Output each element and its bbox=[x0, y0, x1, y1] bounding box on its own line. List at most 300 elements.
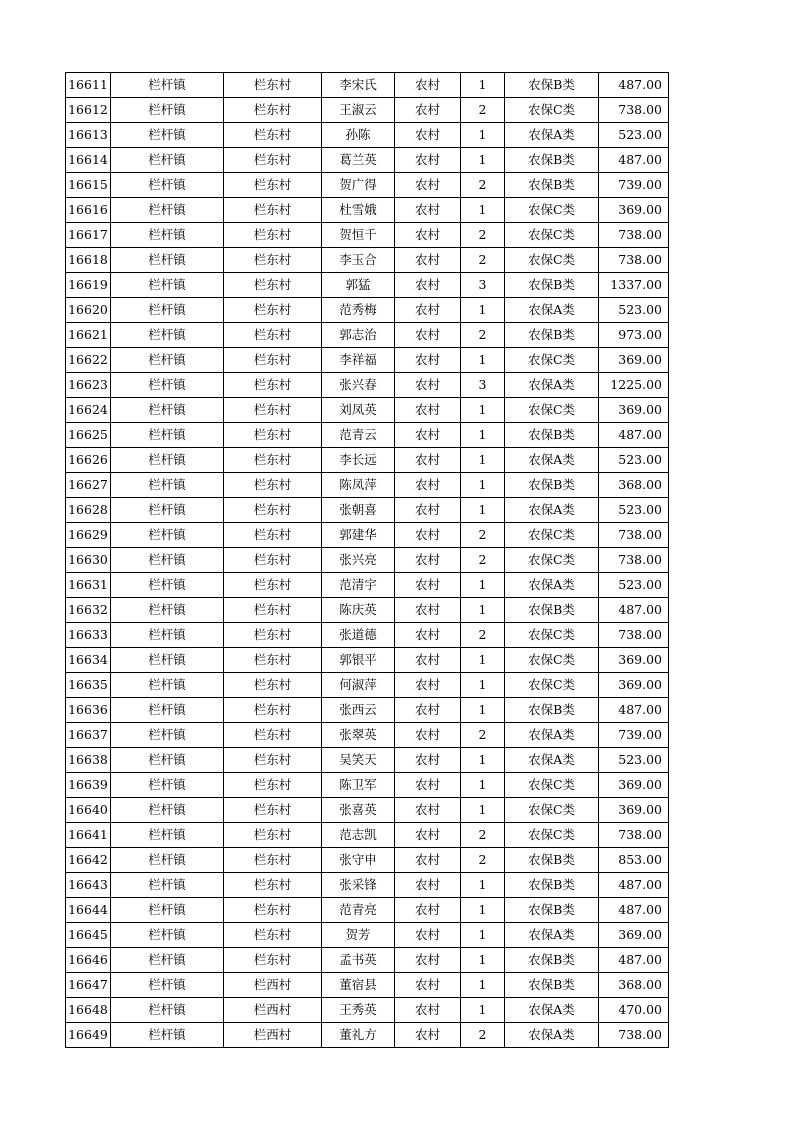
amount-cell: 739.00 bbox=[599, 173, 669, 198]
village-cell: 栏东村 bbox=[224, 698, 322, 723]
row-id: 16618 bbox=[66, 248, 111, 273]
insurance-category-cell: 农保C类 bbox=[505, 673, 599, 698]
insurance-category-cell: 农保C类 bbox=[505, 798, 599, 823]
village-cell: 栏东村 bbox=[224, 73, 322, 98]
table-row bbox=[66, 398, 669, 423]
name-cell: 李祥福 bbox=[322, 348, 395, 373]
table-row bbox=[66, 123, 669, 148]
town-cell: 栏杆镇 bbox=[111, 248, 224, 273]
household-type-cell: 农村 bbox=[395, 573, 461, 598]
row-id: 16638 bbox=[66, 748, 111, 773]
amount-cell: 368.00 bbox=[599, 973, 669, 998]
row-id: 16622 bbox=[66, 348, 111, 373]
member-count-cell: 1 bbox=[461, 598, 505, 623]
town-cell: 栏杆镇 bbox=[111, 948, 224, 973]
benefit-table bbox=[65, 72, 669, 1048]
household-type-cell: 农村 bbox=[395, 623, 461, 648]
town-cell: 栏杆镇 bbox=[111, 148, 224, 173]
household-type-cell: 农村 bbox=[395, 798, 461, 823]
amount-cell: 738.00 bbox=[599, 1023, 669, 1048]
row-id: 16639 bbox=[66, 773, 111, 798]
insurance-category-cell: 农保A类 bbox=[505, 998, 599, 1023]
insurance-category-cell: 农保B类 bbox=[505, 423, 599, 448]
member-count-cell: 3 bbox=[461, 273, 505, 298]
row-id: 16648 bbox=[66, 998, 111, 1023]
amount-cell: 738.00 bbox=[599, 823, 669, 848]
village-cell: 栏东村 bbox=[224, 523, 322, 548]
row-id: 16627 bbox=[66, 473, 111, 498]
member-count-cell: 1 bbox=[461, 748, 505, 773]
row-id: 16614 bbox=[66, 148, 111, 173]
row-id: 16636 bbox=[66, 698, 111, 723]
member-count-cell: 1 bbox=[461, 148, 505, 173]
household-type-cell: 农村 bbox=[395, 523, 461, 548]
member-count-cell: 2 bbox=[461, 548, 505, 573]
household-type-cell: 农村 bbox=[395, 198, 461, 223]
table-row bbox=[66, 823, 669, 848]
table-row bbox=[66, 323, 669, 348]
town-cell: 栏杆镇 bbox=[111, 98, 224, 123]
name-cell: 李长远 bbox=[322, 448, 395, 473]
amount-cell: 487.00 bbox=[599, 698, 669, 723]
town-cell: 栏杆镇 bbox=[111, 723, 224, 748]
member-count-cell: 2 bbox=[461, 323, 505, 348]
insurance-category-cell: 农保A类 bbox=[505, 723, 599, 748]
town-cell: 栏杆镇 bbox=[111, 1023, 224, 1048]
row-id: 16624 bbox=[66, 398, 111, 423]
household-type-cell: 农村 bbox=[395, 648, 461, 673]
amount-cell: 973.00 bbox=[599, 323, 669, 348]
table-row bbox=[66, 298, 669, 323]
insurance-category-cell: 农保B类 bbox=[505, 273, 599, 298]
name-cell: 孟书英 bbox=[322, 948, 395, 973]
row-id: 16628 bbox=[66, 498, 111, 523]
amount-cell: 369.00 bbox=[599, 198, 669, 223]
household-type-cell: 农村 bbox=[395, 748, 461, 773]
name-cell: 张采锋 bbox=[322, 873, 395, 898]
town-cell: 栏杆镇 bbox=[111, 773, 224, 798]
row-id: 16626 bbox=[66, 448, 111, 473]
name-cell: 张翠英 bbox=[322, 723, 395, 748]
town-cell: 栏杆镇 bbox=[111, 448, 224, 473]
amount-cell: 487.00 bbox=[599, 898, 669, 923]
member-count-cell: 1 bbox=[461, 648, 505, 673]
village-cell: 栏东村 bbox=[224, 173, 322, 198]
village-cell: 栏东村 bbox=[224, 548, 322, 573]
table-row bbox=[66, 173, 669, 198]
amount-cell: 523.00 bbox=[599, 573, 669, 598]
row-id: 16619 bbox=[66, 273, 111, 298]
insurance-category-cell: 农保B类 bbox=[505, 873, 599, 898]
table-row bbox=[66, 523, 669, 548]
table-body bbox=[66, 73, 669, 1048]
village-cell: 栏东村 bbox=[224, 723, 322, 748]
name-cell: 范青亮 bbox=[322, 898, 395, 923]
table-row bbox=[66, 648, 669, 673]
town-cell: 栏杆镇 bbox=[111, 523, 224, 548]
row-id: 16629 bbox=[66, 523, 111, 548]
name-cell: 刘凤英 bbox=[322, 398, 395, 423]
name-cell: 葛兰英 bbox=[322, 148, 395, 173]
member-count-cell: 1 bbox=[461, 298, 505, 323]
name-cell: 张朝喜 bbox=[322, 498, 395, 523]
town-cell: 栏杆镇 bbox=[111, 423, 224, 448]
town-cell: 栏杆镇 bbox=[111, 548, 224, 573]
household-type-cell: 农村 bbox=[395, 323, 461, 348]
town-cell: 栏杆镇 bbox=[111, 348, 224, 373]
amount-cell: 523.00 bbox=[599, 748, 669, 773]
row-id: 16623 bbox=[66, 373, 111, 398]
household-type-cell: 农村 bbox=[395, 223, 461, 248]
insurance-category-cell: 农保C类 bbox=[505, 548, 599, 573]
village-cell: 栏东村 bbox=[224, 873, 322, 898]
town-cell: 栏杆镇 bbox=[111, 623, 224, 648]
table-row bbox=[66, 748, 669, 773]
village-cell: 栏东村 bbox=[224, 473, 322, 498]
village-cell: 栏东村 bbox=[224, 748, 322, 773]
town-cell: 栏杆镇 bbox=[111, 798, 224, 823]
row-id: 16644 bbox=[66, 898, 111, 923]
name-cell: 陈庆英 bbox=[322, 598, 395, 623]
household-type-cell: 农村 bbox=[395, 823, 461, 848]
table-row bbox=[66, 598, 669, 623]
town-cell: 栏杆镇 bbox=[111, 673, 224, 698]
row-id: 16641 bbox=[66, 823, 111, 848]
name-cell: 贺芳 bbox=[322, 923, 395, 948]
insurance-category-cell: 农保C类 bbox=[505, 198, 599, 223]
row-id: 16630 bbox=[66, 548, 111, 573]
village-cell: 栏西村 bbox=[224, 973, 322, 998]
member-count-cell: 1 bbox=[461, 423, 505, 448]
name-cell: 李玉合 bbox=[322, 248, 395, 273]
household-type-cell: 农村 bbox=[395, 148, 461, 173]
row-id: 16615 bbox=[66, 173, 111, 198]
row-id: 16637 bbox=[66, 723, 111, 748]
amount-cell: 738.00 bbox=[599, 623, 669, 648]
amount-cell: 369.00 bbox=[599, 648, 669, 673]
table-row bbox=[66, 198, 669, 223]
amount-cell: 368.00 bbox=[599, 473, 669, 498]
member-count-cell: 1 bbox=[461, 973, 505, 998]
name-cell: 范清宇 bbox=[322, 573, 395, 598]
table-row bbox=[66, 423, 669, 448]
table-row bbox=[66, 223, 669, 248]
household-type-cell: 农村 bbox=[395, 398, 461, 423]
insurance-category-cell: 农保A类 bbox=[505, 573, 599, 598]
name-cell: 郭建华 bbox=[322, 523, 395, 548]
town-cell: 栏杆镇 bbox=[111, 173, 224, 198]
village-cell: 栏东村 bbox=[224, 373, 322, 398]
table-row bbox=[66, 698, 669, 723]
row-id: 16621 bbox=[66, 323, 111, 348]
member-count-cell: 1 bbox=[461, 73, 505, 98]
town-cell: 栏杆镇 bbox=[111, 223, 224, 248]
insurance-category-cell: 农保B类 bbox=[505, 698, 599, 723]
town-cell: 栏杆镇 bbox=[111, 73, 224, 98]
household-type-cell: 农村 bbox=[395, 673, 461, 698]
insurance-category-cell: 农保C类 bbox=[505, 248, 599, 273]
name-cell: 吴笑天 bbox=[322, 748, 395, 773]
amount-cell: 1337.00 bbox=[599, 273, 669, 298]
household-type-cell: 农村 bbox=[395, 123, 461, 148]
town-cell: 栏杆镇 bbox=[111, 998, 224, 1023]
amount-cell: 369.00 bbox=[599, 398, 669, 423]
name-cell: 陈卫军 bbox=[322, 773, 395, 798]
household-type-cell: 农村 bbox=[395, 73, 461, 98]
village-cell: 栏东村 bbox=[224, 648, 322, 673]
member-count-cell: 2 bbox=[461, 248, 505, 273]
town-cell: 栏杆镇 bbox=[111, 748, 224, 773]
household-type-cell: 农村 bbox=[395, 248, 461, 273]
household-type-cell: 农村 bbox=[395, 998, 461, 1023]
name-cell: 孙陈 bbox=[322, 123, 395, 148]
name-cell: 陈凤萍 bbox=[322, 473, 395, 498]
row-id: 16631 bbox=[66, 573, 111, 598]
amount-cell: 487.00 bbox=[599, 423, 669, 448]
name-cell: 范秀梅 bbox=[322, 298, 395, 323]
table-row bbox=[66, 723, 669, 748]
member-count-cell: 2 bbox=[461, 623, 505, 648]
town-cell: 栏杆镇 bbox=[111, 273, 224, 298]
insurance-category-cell: 农保C类 bbox=[505, 398, 599, 423]
insurance-category-cell: 农保A类 bbox=[505, 748, 599, 773]
member-count-cell: 3 bbox=[461, 373, 505, 398]
amount-cell: 739.00 bbox=[599, 723, 669, 748]
amount-cell: 523.00 bbox=[599, 498, 669, 523]
table-row bbox=[66, 898, 669, 923]
town-cell: 栏杆镇 bbox=[111, 573, 224, 598]
name-cell: 张西云 bbox=[322, 698, 395, 723]
name-cell: 李宋氏 bbox=[322, 73, 395, 98]
village-cell: 栏东村 bbox=[224, 123, 322, 148]
insurance-category-cell: 农保A类 bbox=[505, 373, 599, 398]
name-cell: 张兴亮 bbox=[322, 548, 395, 573]
member-count-cell: 1 bbox=[461, 473, 505, 498]
household-type-cell: 农村 bbox=[395, 773, 461, 798]
amount-cell: 487.00 bbox=[599, 873, 669, 898]
amount-cell: 1225.00 bbox=[599, 373, 669, 398]
household-type-cell: 农村 bbox=[395, 373, 461, 398]
member-count-cell: 1 bbox=[461, 398, 505, 423]
town-cell: 栏杆镇 bbox=[111, 823, 224, 848]
amount-cell: 738.00 bbox=[599, 223, 669, 248]
name-cell: 贺广得 bbox=[322, 173, 395, 198]
town-cell: 栏杆镇 bbox=[111, 123, 224, 148]
name-cell: 何淑萍 bbox=[322, 673, 395, 698]
table-row bbox=[66, 998, 669, 1023]
name-cell: 郭银平 bbox=[322, 648, 395, 673]
town-cell: 栏杆镇 bbox=[111, 473, 224, 498]
village-cell: 栏西村 bbox=[224, 1023, 322, 1048]
insurance-category-cell: 农保A类 bbox=[505, 123, 599, 148]
table-row bbox=[66, 348, 669, 373]
household-type-cell: 农村 bbox=[395, 498, 461, 523]
row-id: 16643 bbox=[66, 873, 111, 898]
row-id: 16647 bbox=[66, 973, 111, 998]
village-cell: 栏东村 bbox=[224, 773, 322, 798]
village-cell: 栏东村 bbox=[224, 623, 322, 648]
insurance-category-cell: 农保A类 bbox=[505, 498, 599, 523]
member-count-cell: 1 bbox=[461, 898, 505, 923]
table-row bbox=[66, 848, 669, 873]
table-row bbox=[66, 98, 669, 123]
amount-cell: 369.00 bbox=[599, 798, 669, 823]
town-cell: 栏杆镇 bbox=[111, 373, 224, 398]
member-count-cell: 1 bbox=[461, 773, 505, 798]
town-cell: 栏杆镇 bbox=[111, 698, 224, 723]
table-row bbox=[66, 248, 669, 273]
household-type-cell: 农村 bbox=[395, 173, 461, 198]
amount-cell: 470.00 bbox=[599, 998, 669, 1023]
household-type-cell: 农村 bbox=[395, 1023, 461, 1048]
village-cell: 栏东村 bbox=[224, 198, 322, 223]
insurance-category-cell: 农保B类 bbox=[505, 848, 599, 873]
table-row bbox=[66, 798, 669, 823]
amount-cell: 369.00 bbox=[599, 923, 669, 948]
member-count-cell: 1 bbox=[461, 923, 505, 948]
village-cell: 栏东村 bbox=[224, 323, 322, 348]
table-row bbox=[66, 273, 669, 298]
table-row bbox=[66, 448, 669, 473]
household-type-cell: 农村 bbox=[395, 848, 461, 873]
member-count-cell: 1 bbox=[461, 673, 505, 698]
household-type-cell: 农村 bbox=[395, 98, 461, 123]
village-cell: 栏东村 bbox=[224, 598, 322, 623]
household-type-cell: 农村 bbox=[395, 948, 461, 973]
town-cell: 栏杆镇 bbox=[111, 873, 224, 898]
row-id: 16613 bbox=[66, 123, 111, 148]
name-cell: 王秀英 bbox=[322, 998, 395, 1023]
village-cell: 栏东村 bbox=[224, 248, 322, 273]
insurance-category-cell: 农保A类 bbox=[505, 923, 599, 948]
village-cell: 栏东村 bbox=[224, 398, 322, 423]
row-id: 16635 bbox=[66, 673, 111, 698]
table-row bbox=[66, 573, 669, 598]
amount-cell: 853.00 bbox=[599, 848, 669, 873]
insurance-category-cell: 农保C类 bbox=[505, 773, 599, 798]
town-cell: 栏杆镇 bbox=[111, 848, 224, 873]
household-type-cell: 农村 bbox=[395, 423, 461, 448]
row-id: 16646 bbox=[66, 948, 111, 973]
member-count-cell: 1 bbox=[461, 448, 505, 473]
row-id: 16633 bbox=[66, 623, 111, 648]
row-id: 16611 bbox=[66, 73, 111, 98]
insurance-category-cell: 农保C类 bbox=[505, 348, 599, 373]
village-cell: 栏东村 bbox=[224, 98, 322, 123]
insurance-category-cell: 农保A类 bbox=[505, 298, 599, 323]
member-count-cell: 2 bbox=[461, 523, 505, 548]
town-cell: 栏杆镇 bbox=[111, 898, 224, 923]
household-type-cell: 农村 bbox=[395, 723, 461, 748]
village-cell: 栏东村 bbox=[224, 673, 322, 698]
household-type-cell: 农村 bbox=[395, 873, 461, 898]
row-id: 16612 bbox=[66, 98, 111, 123]
household-type-cell: 农村 bbox=[395, 348, 461, 373]
table-row bbox=[66, 548, 669, 573]
amount-cell: 523.00 bbox=[599, 448, 669, 473]
row-id: 16642 bbox=[66, 848, 111, 873]
member-count-cell: 1 bbox=[461, 873, 505, 898]
name-cell: 张喜英 bbox=[322, 798, 395, 823]
amount-cell: 738.00 bbox=[599, 98, 669, 123]
member-count-cell: 2 bbox=[461, 848, 505, 873]
amount-cell: 369.00 bbox=[599, 673, 669, 698]
table-row bbox=[66, 473, 669, 498]
table-row bbox=[66, 373, 669, 398]
amount-cell: 738.00 bbox=[599, 548, 669, 573]
name-cell: 张道德 bbox=[322, 623, 395, 648]
town-cell: 栏杆镇 bbox=[111, 398, 224, 423]
household-type-cell: 农村 bbox=[395, 548, 461, 573]
name-cell: 杜雪娥 bbox=[322, 198, 395, 223]
row-id: 16617 bbox=[66, 223, 111, 248]
insurance-category-cell: 农保C类 bbox=[505, 623, 599, 648]
amount-cell: 738.00 bbox=[599, 523, 669, 548]
amount-cell: 523.00 bbox=[599, 123, 669, 148]
insurance-category-cell: 农保B类 bbox=[505, 973, 599, 998]
member-count-cell: 1 bbox=[461, 948, 505, 973]
village-cell: 栏东村 bbox=[224, 823, 322, 848]
table-row bbox=[66, 623, 669, 648]
insurance-category-cell: 农保B类 bbox=[505, 173, 599, 198]
insurance-category-cell: 农保B类 bbox=[505, 323, 599, 348]
member-count-cell: 2 bbox=[461, 723, 505, 748]
household-type-cell: 农村 bbox=[395, 898, 461, 923]
member-count-cell: 1 bbox=[461, 698, 505, 723]
insurance-category-cell: 农保B类 bbox=[505, 598, 599, 623]
household-type-cell: 农村 bbox=[395, 448, 461, 473]
table-row bbox=[66, 973, 669, 998]
name-cell: 董宿县 bbox=[322, 973, 395, 998]
village-cell: 栏东村 bbox=[224, 448, 322, 473]
row-id: 16632 bbox=[66, 598, 111, 623]
member-count-cell: 2 bbox=[461, 1023, 505, 1048]
village-cell: 栏东村 bbox=[224, 148, 322, 173]
table-row bbox=[66, 948, 669, 973]
household-type-cell: 农村 bbox=[395, 973, 461, 998]
household-type-cell: 农村 bbox=[395, 923, 461, 948]
name-cell: 郭志治 bbox=[322, 323, 395, 348]
member-count-cell: 1 bbox=[461, 348, 505, 373]
village-cell: 栏东村 bbox=[224, 498, 322, 523]
village-cell: 栏东村 bbox=[224, 348, 322, 373]
amount-cell: 369.00 bbox=[599, 348, 669, 373]
name-cell: 张守申 bbox=[322, 848, 395, 873]
village-cell: 栏西村 bbox=[224, 998, 322, 1023]
member-count-cell: 2 bbox=[461, 173, 505, 198]
amount-cell: 487.00 bbox=[599, 148, 669, 173]
member-count-cell: 1 bbox=[461, 123, 505, 148]
village-cell: 栏东村 bbox=[224, 423, 322, 448]
town-cell: 栏杆镇 bbox=[111, 973, 224, 998]
row-id: 16649 bbox=[66, 1023, 111, 1048]
household-type-cell: 农村 bbox=[395, 298, 461, 323]
row-id: 16645 bbox=[66, 923, 111, 948]
village-cell: 栏东村 bbox=[224, 798, 322, 823]
name-cell: 王淑云 bbox=[322, 98, 395, 123]
town-cell: 栏杆镇 bbox=[111, 923, 224, 948]
village-cell: 栏东村 bbox=[224, 298, 322, 323]
member-count-cell: 2 bbox=[461, 823, 505, 848]
member-count-cell: 1 bbox=[461, 798, 505, 823]
town-cell: 栏杆镇 bbox=[111, 298, 224, 323]
household-type-cell: 农村 bbox=[395, 473, 461, 498]
insurance-category-cell: 农保C类 bbox=[505, 823, 599, 848]
row-id: 16640 bbox=[66, 798, 111, 823]
name-cell: 张兴春 bbox=[322, 373, 395, 398]
insurance-category-cell: 农保C类 bbox=[505, 523, 599, 548]
town-cell: 栏杆镇 bbox=[111, 648, 224, 673]
